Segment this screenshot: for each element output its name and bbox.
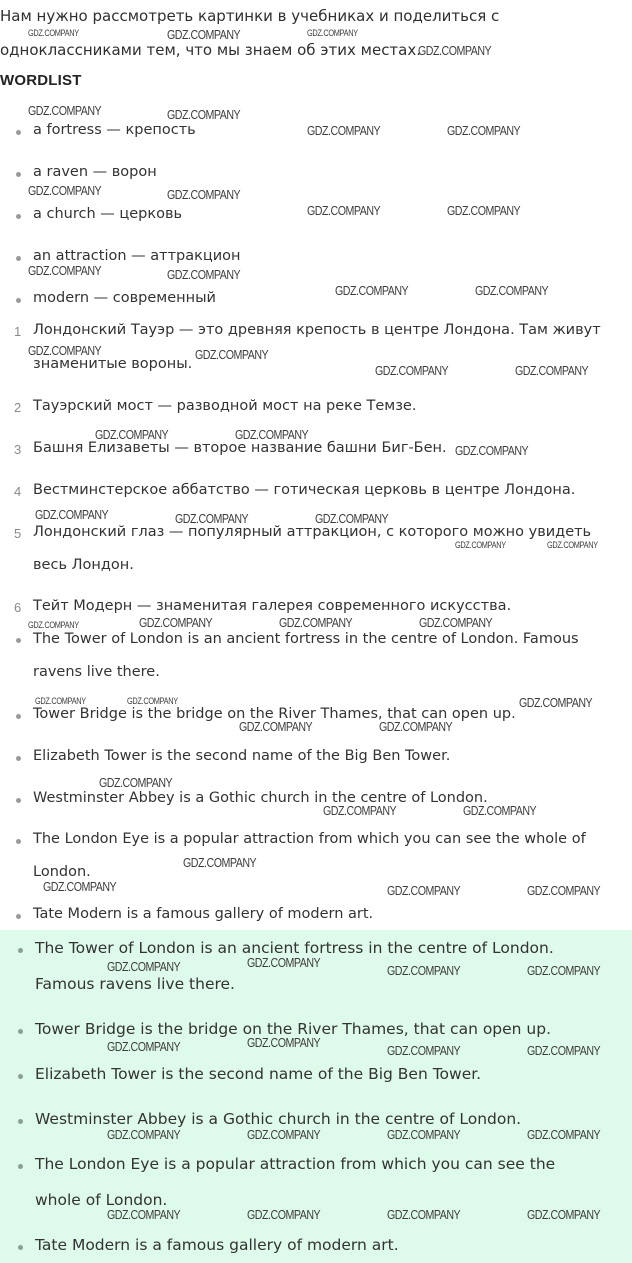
watermark: GDZ.COMPANY — [387, 963, 461, 978]
watermark: GDZ.COMPANY — [455, 540, 506, 550]
watermark: GDZ.COMPANY — [323, 803, 397, 818]
watermark: GDZ.COMPANY — [418, 43, 492, 58]
watermark: GDZ.COMPANY — [447, 123, 521, 138]
watermark: GDZ.COMPANY — [247, 1127, 321, 1142]
english-line: The London Eye is a popular attraction from which you can see the whole of — [33, 831, 586, 847]
russian-line: Тауэрский мост — разводной мост на реке Темзе. — [33, 398, 417, 414]
answer-line: Elizabeth Tower is the second name of the Big Ben Tower. — [35, 1065, 482, 1083]
wordlist-item: a church — церковь — [33, 206, 183, 222]
watermark: GDZ.COMPANY — [387, 1207, 461, 1222]
list-number: 5 — [14, 526, 22, 541]
watermark: GDZ.COMPANY — [419, 615, 493, 630]
watermark: GDZ.COMPANY — [195, 347, 269, 362]
bullet — [16, 714, 21, 719]
russian-line: Тейт Модерн — знаменитая галерея современного искусства. — [33, 598, 512, 614]
english-line: Tower Bridge is the bridge on the River Thames, that can open up. — [33, 706, 516, 722]
answer-line: Tower Bridge is the bridge on the River Thames, that can open up. — [35, 1020, 552, 1038]
bullet — [16, 839, 21, 844]
bullet — [18, 1245, 23, 1250]
watermark: GDZ.COMPANY — [527, 1127, 601, 1142]
watermark: GDZ.COMPANY — [35, 696, 86, 706]
bullet — [16, 756, 21, 761]
watermark: GDZ.COMPANY — [95, 427, 169, 442]
watermark: GDZ.COMPANY — [455, 443, 529, 458]
english-line: Westminster Abbey is a Gothic church in the centre of London. — [33, 790, 488, 806]
watermark: GDZ.COMPANY — [387, 1043, 461, 1058]
list-number: 4 — [14, 484, 22, 499]
watermark: GDZ.COMPANY — [247, 1035, 321, 1050]
list-number: 1 — [14, 324, 22, 339]
watermark: GDZ.COMPANY — [447, 203, 521, 218]
watermark: GDZ.COMPANY — [107, 959, 181, 974]
bullet — [18, 948, 23, 953]
watermark: GDZ.COMPANY — [35, 507, 109, 522]
wordlist-item: an attraction — аттракцион — [33, 248, 241, 264]
wordlist-item: modern — современный — [33, 290, 216, 306]
watermark: GDZ.COMPANY — [28, 28, 79, 38]
watermark: GDZ.COMPANY — [515, 363, 589, 378]
list-number: 3 — [14, 442, 22, 457]
list-number: 6 — [14, 600, 22, 615]
watermark: GDZ.COMPANY — [239, 719, 313, 734]
watermark: GDZ.COMPANY — [527, 1043, 601, 1058]
english-line: London. — [33, 864, 91, 880]
bullet — [16, 638, 21, 643]
watermark: GDZ.COMPANY — [167, 107, 241, 122]
english-line: The Tower of London is an ancient fortress in the centre of London. Famous — [33, 631, 579, 647]
russian-line: Лондонский глаз — популярный аттракцион, с которого можно увидеть — [33, 524, 592, 540]
watermark: GDZ.COMPANY — [519, 695, 593, 710]
english-line: Tate Modern is a famous gallery of modern art. — [33, 906, 374, 922]
bullet — [16, 130, 21, 135]
watermark: GDZ.COMPANY — [107, 1207, 181, 1222]
english-line: Elizabeth Tower is the second name of the Big Ben Tower. — [33, 748, 451, 764]
watermark: GDZ.COMPANY — [28, 343, 102, 358]
wordlist-title: WORDLIST — [0, 72, 82, 89]
watermark: GDZ.COMPANY — [247, 955, 321, 970]
bullet — [16, 914, 21, 919]
english-line: ravens live there. — [33, 664, 160, 680]
watermark: GDZ.COMPANY — [99, 775, 173, 790]
watermark: GDZ.COMPANY — [167, 27, 241, 42]
watermark: GDZ.COMPANY — [379, 719, 453, 734]
watermark: GDZ.COMPANY — [127, 696, 178, 706]
watermark: GDZ.COMPANY — [167, 267, 241, 282]
watermark: GDZ.COMPANY — [387, 883, 461, 898]
russian-line: знаменитые вороны. — [33, 356, 193, 372]
watermark: GDZ.COMPANY — [307, 123, 381, 138]
bullet — [16, 214, 21, 219]
russian-line: Лондонский Тауэр — это древняя крепость в центре Лондона. Там живут — [33, 322, 601, 338]
russian-line: Вестминстерское аббатство — готическая церковь в центре Лондона. — [33, 482, 576, 498]
watermark: GDZ.COMPANY — [527, 1207, 601, 1222]
bullet — [16, 172, 21, 177]
watermark: GDZ.COMPANY — [175, 511, 249, 526]
answer-line: The Tower of London is an ancient fortress in the centre of London. — [35, 939, 554, 957]
wordlist-item: a raven — ворон — [33, 164, 157, 180]
answer-line: Westminster Abbey is a Gothic church in the centre of London. — [35, 1110, 522, 1128]
watermark: GDZ.COMPANY — [307, 203, 381, 218]
russian-line: Башня Елизаветы — второе название башни Биг-Бен. — [33, 440, 447, 456]
watermark: GDZ.COMPANY — [28, 103, 102, 118]
watermark: GDZ.COMPANY — [527, 963, 601, 978]
bullet — [16, 256, 21, 261]
intro-line-2: одноклассниками тем, что мы знаем об этих местах. — [0, 41, 422, 59]
watermark: GDZ.COMPANY — [279, 615, 353, 630]
watermark: GDZ.COMPANY — [335, 283, 409, 298]
bullet — [18, 1119, 23, 1124]
watermark: GDZ.COMPANY — [183, 855, 257, 870]
watermark: GDZ.COMPANY — [375, 363, 449, 378]
watermark: GDZ.COMPANY — [307, 28, 358, 38]
watermark: GDZ.COMPANY — [527, 883, 601, 898]
watermark: GDZ.COMPANY — [28, 263, 102, 278]
watermark: GDZ.COMPANY — [387, 1127, 461, 1142]
watermark: GDZ.COMPANY — [247, 1207, 321, 1222]
watermark: GDZ.COMPANY — [28, 183, 102, 198]
russian-line: весь Лондон. — [33, 557, 134, 573]
watermark: GDZ.COMPANY — [107, 1039, 181, 1054]
watermark: GDZ.COMPANY — [43, 879, 117, 894]
answer-line: whole of London. — [35, 1191, 168, 1209]
answer-line: Famous ravens live there. — [35, 975, 235, 993]
watermark: GDZ.COMPANY — [28, 620, 79, 630]
bullet — [16, 298, 21, 303]
bullet — [16, 798, 21, 803]
watermark: GDZ.COMPANY — [235, 427, 309, 442]
watermark: GDZ.COMPANY — [167, 187, 241, 202]
bullet — [18, 1164, 23, 1169]
watermark: GDZ.COMPANY — [107, 1127, 181, 1142]
wordlist-item: a fortress — крепость — [33, 122, 196, 138]
bullet — [18, 1029, 23, 1034]
list-number: 2 — [14, 400, 22, 415]
watermark: GDZ.COMPANY — [315, 511, 389, 526]
bullet — [18, 1074, 23, 1079]
watermark: GDZ.COMPANY — [139, 615, 213, 630]
answer-line: Tate Modern is a famous gallery of modern art. — [35, 1236, 399, 1254]
answer-line: The London Eye is a popular attraction from which you can see the — [35, 1155, 556, 1173]
watermark: GDZ.COMPANY — [547, 540, 598, 550]
watermark: GDZ.COMPANY — [475, 283, 549, 298]
watermark: GDZ.COMPANY — [463, 803, 537, 818]
intro-line-1: Нам нужно рассмотреть картинки в учебниках и поделиться с — [0, 7, 500, 25]
